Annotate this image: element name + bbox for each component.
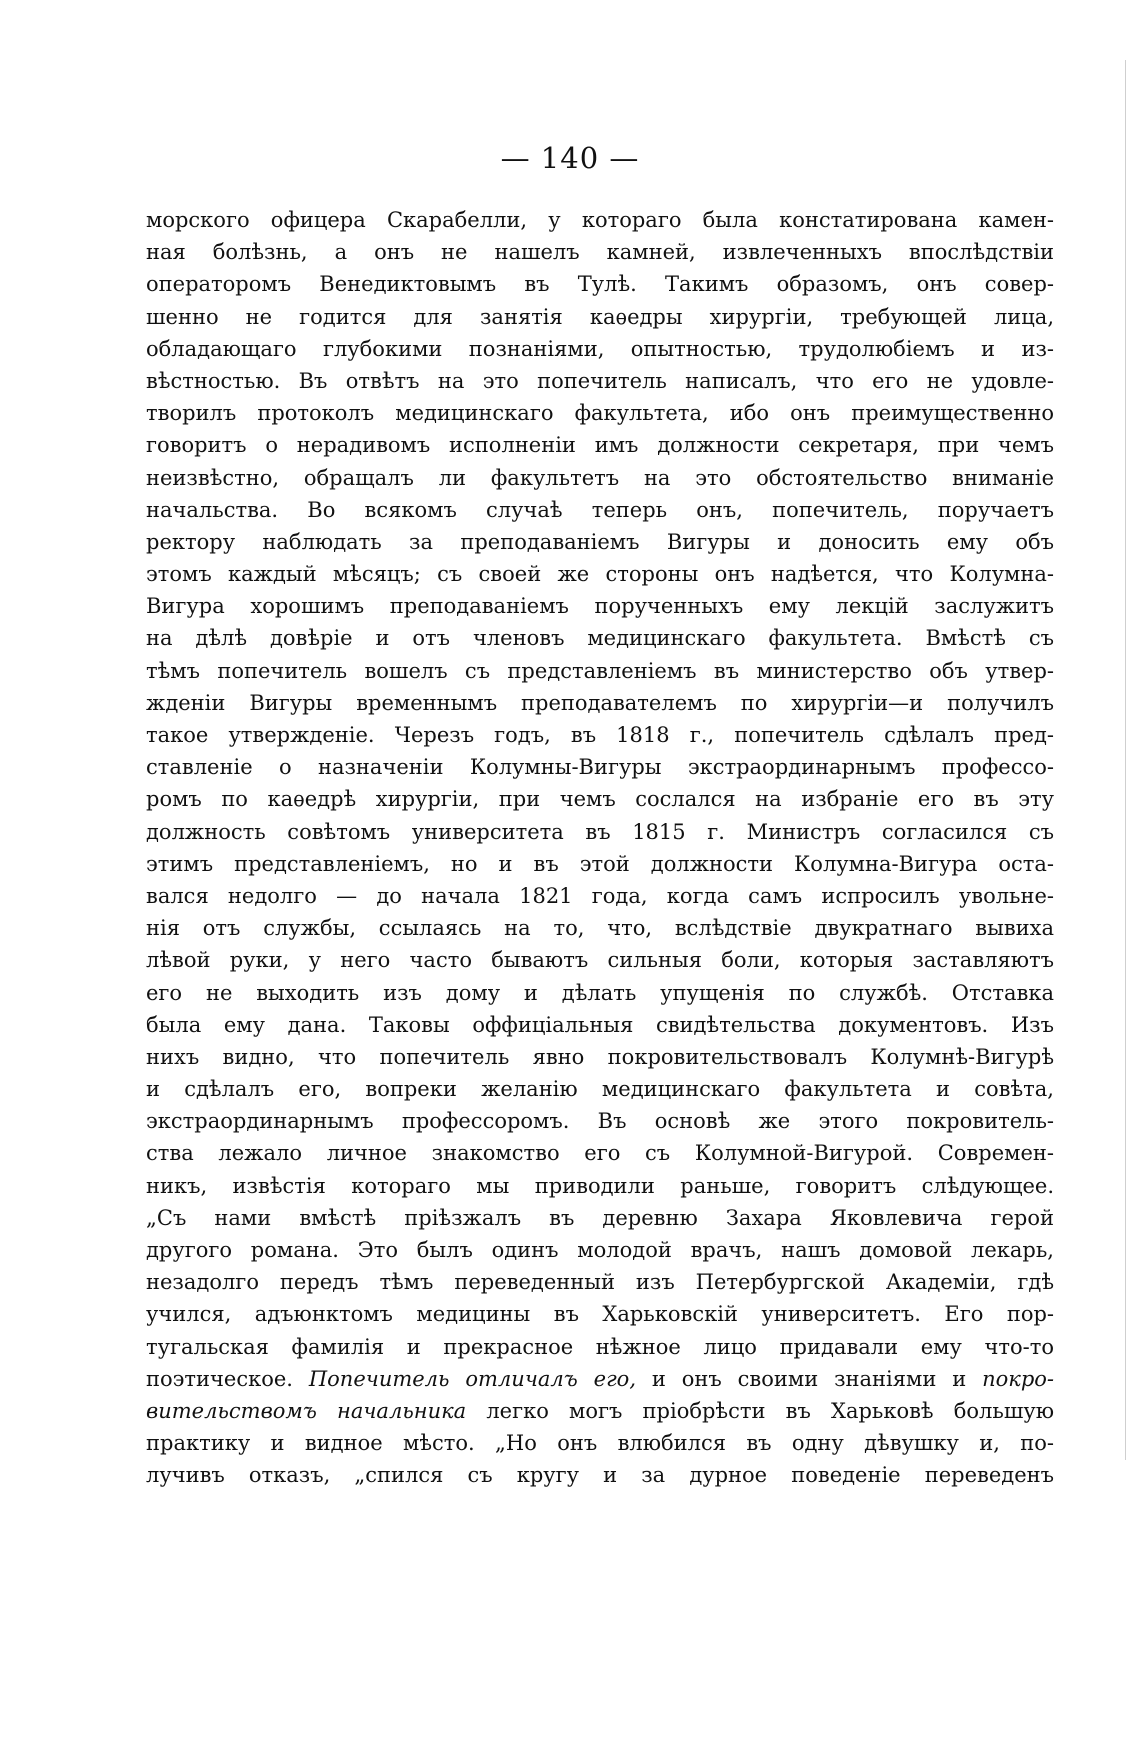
text-line: Вигура хорошимъ преподаваніемъ порученныхъ ему лекцій заслужитъ xyxy=(146,594,1054,619)
text-line: такое утвержденіе. Черезъ годъ, въ 1818 г., попечитель сдѣлалъ пред- xyxy=(146,723,1054,747)
text-line: этомъ каждый мѣсяцъ; съ своей же стороны онъ надѣется, что Колумна- xyxy=(146,562,1054,587)
text-line: вался недолго — до начала 1821 года, когда самъ испросилъ увольне- xyxy=(146,883,1054,908)
text-line: лѣвой руки, у него часто бываютъ сильныя боли, которыя заставляютъ xyxy=(146,948,1054,973)
text-line: незадолго передъ тѣмъ переведенный изъ Петербургской Академіи, гдѣ xyxy=(146,1270,1054,1295)
text-line: нія отъ службы, ссылаясь на то, что, вслѣдствіе двукратнаго вывиха xyxy=(146,916,1054,941)
text-line: нихъ видно, что попечитель явно покровительствовалъ Колумнѣ-Вигурѣ xyxy=(146,1044,1054,1069)
text-line-with-italic xyxy=(146,1395,1054,1427)
text-line: говоритъ о нерадивомъ исполненіи имъ должности секретаря, при чемъ xyxy=(146,433,1054,458)
text-line: учился, адъюнктомъ медицины въ Харьковскій университетъ. Его пор- xyxy=(146,1302,1054,1327)
text-line: ства лежало личное знакомство его съ Колумной-Вигурой. Современ- xyxy=(146,1141,1054,1166)
text-line: морского офицера Скарабелли, у котораго была констатирована камен- xyxy=(146,208,1054,232)
text-line: этимъ представленіемъ, но и въ этой должности Колумна-Вигура оста- xyxy=(146,851,1054,876)
page-edge-line xyxy=(1125,60,1126,1460)
text-line: вѣстностью. Въ отвѣтъ на это попечитель написалъ, что его не удовле- xyxy=(146,368,1054,393)
text-line: „Съ нами вмѣстѣ пріѣзжалъ въ деревню Захара Яковлевича герой xyxy=(146,1205,1054,1230)
italic-fragment: вительствомъ начальника xyxy=(146,1398,467,1423)
text-line: лучивъ отказъ, „спился съ кругу и за дурное поведеніе переведенъ xyxy=(146,1463,1054,1488)
text-line: начальства. Во всякомъ случаѣ теперь онъ, попечитель, поручаетъ xyxy=(146,497,1054,522)
text-line: ставленіе о назначеніи Колумны-Вигуры экстраординарнымъ профессо- xyxy=(146,755,1054,780)
text-line: шенно не годится для занятія каѳедры хирургіи, требующей лица, xyxy=(146,304,1054,329)
text-line-with-italic xyxy=(146,1363,1054,1395)
text-line: операторомъ Венедиктовымъ въ Тулѣ. Такимъ образомъ, онъ совер- xyxy=(146,272,1054,297)
text-line: тѣмъ попечитель вошелъ съ представленіемъ въ министерство объ утвер- xyxy=(146,658,1054,683)
body-text xyxy=(146,204,1054,1492)
text-line: жденіи Вигуры временнымъ преподавателемъ по хирургіи—и получилъ xyxy=(146,690,1054,715)
text-line: ромъ по каѳедрѣ хирургіи, при чемъ сослался на избраніе его въ эту xyxy=(146,787,1054,812)
text-line: экстраординарнымъ профессоромъ. Въ основѣ же этого покровитель- xyxy=(146,1109,1054,1134)
text-line: была ему дана. Таковы оффиціальныя свидѣтельства документовъ. Изъ xyxy=(146,1012,1054,1037)
text-line: должность совѣтомъ университета въ 1815 г. Министръ согласился съ xyxy=(146,819,1054,844)
text-line: другого романа. Это былъ одинъ молодой врачъ, нашъ домовой лекарь, xyxy=(146,1238,1054,1262)
text-line: обладающаго глубокими познаніями, опытностью, трудолюбіемъ и из- xyxy=(146,336,1054,361)
text-line: тугальская фамилія и прекрасное нѣжное лицо придавали ему что-то xyxy=(146,1334,1054,1359)
text-fragment: и онъ своими знаніями и xyxy=(636,1366,983,1391)
italic-fragment: Попечитель отличалъ его, xyxy=(308,1366,637,1391)
text-line: никъ, извѣстія котораго мы приводили раньше, говоритъ слѣдующее. xyxy=(146,1173,1054,1198)
page-number: — 140 — xyxy=(500,141,640,175)
text-line: неизвѣстно, обращалъ ли факультетъ на это обстоятельство вниманіе xyxy=(146,465,1054,490)
text-line: ректору наблюдать за преподаваніемъ Вигуры и доносить ему объ xyxy=(146,529,1054,554)
text-line: его не выходить изъ дому и дѣлать упущенія по службѣ. Отставка xyxy=(146,980,1054,1005)
text-line: практику и видное мѣсто. „Но онъ влюбился въ одну дѣвушку и, по- xyxy=(146,1431,1054,1456)
text-fragment: легко могъ пріобрѣсти въ Харьковѣ большую xyxy=(466,1398,1054,1423)
text-line: на дѣлѣ довѣріе и отъ членовъ медицинскаго факультета. Вмѣстѣ съ xyxy=(146,626,1054,651)
text-line: творилъ протоколъ медицинскаго факультета, ибо онъ преимущественно xyxy=(146,401,1054,426)
italic-fragment: покро- xyxy=(982,1366,1054,1391)
text-fragment: поэтическое. xyxy=(146,1366,309,1391)
text-line: и сдѣлалъ его, вопреки желанію медицинскаго факультета и совѣта, xyxy=(146,1077,1054,1102)
text-line: ная болѣзнь, а онъ не нашелъ камней, извлеченныхъ впослѣдствіи xyxy=(146,240,1054,265)
